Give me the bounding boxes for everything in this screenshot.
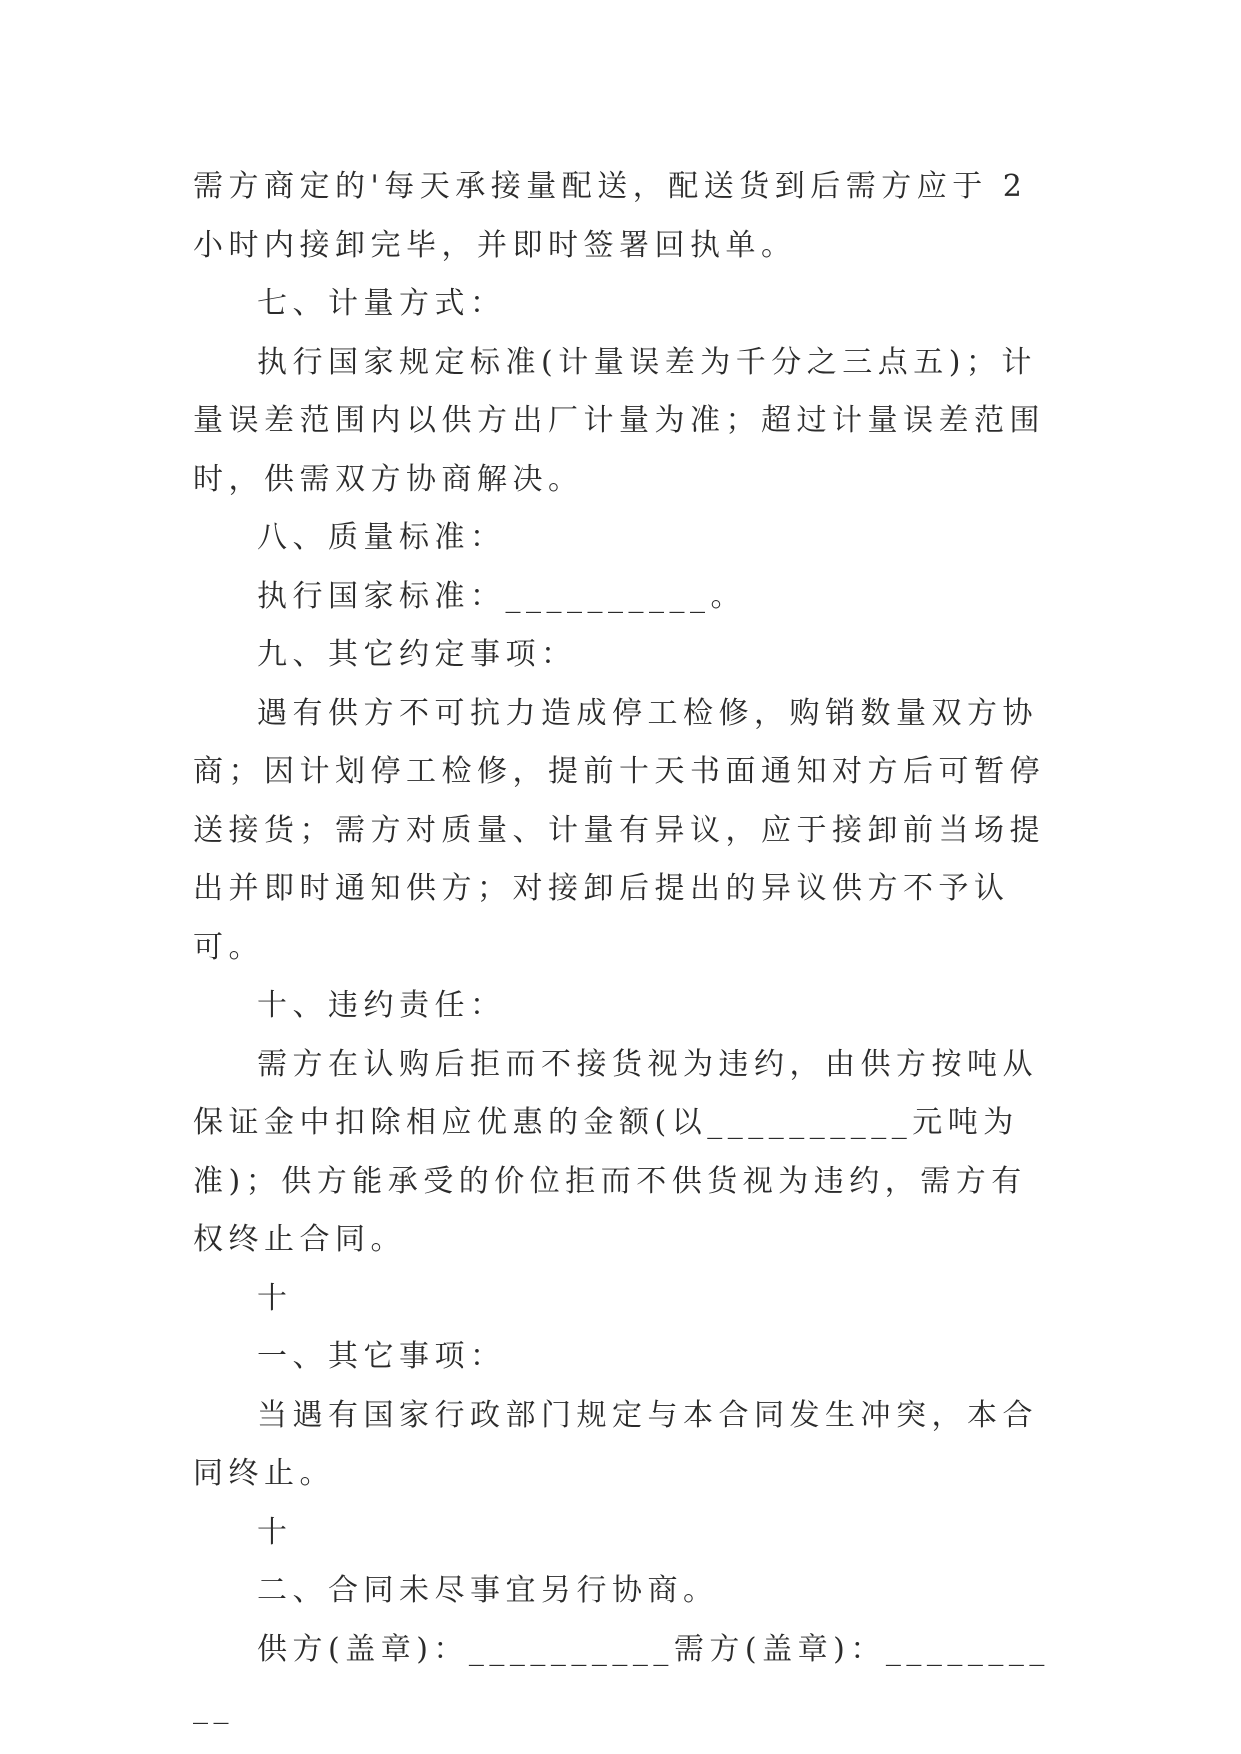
paragraph-other-agreements: 遇有供方不可抗力造成停工检修，购销数量双方协商；因计划停工检修，提前十天书面通知对方后可暂停送接货；需方对质量、计量有异议，应于接卸前当场提出并即时通知供方；对接卸后提出的异议供方不予认可。 xyxy=(193,695,1045,965)
paragraph-unresolved-matters: 二、合同未尽事宜另行协商。 xyxy=(257,1573,719,1608)
heading-measurement-method: 七、计量方式： xyxy=(257,286,506,321)
paragraph-delivery-terms: 需方商定的'每天承接量配送，配送货到后需方应于 2 小时内接卸完毕，并即时签署回执单。 xyxy=(193,169,1043,263)
heading-other-matters: 一、其它事项： xyxy=(257,1339,506,1374)
heading-number-fragment-12: 十 xyxy=(257,1514,293,1550)
heading-number-fragment-11: 十 xyxy=(257,1280,293,1316)
heading-breach-liability: 十、违约责任： xyxy=(257,988,506,1023)
paragraph-other-matters: 当遇有国家行政部门规定与本合同发生冲突，本合同终止。 xyxy=(193,1397,1038,1491)
heading-quality-standard: 八、质量标准： xyxy=(257,520,506,555)
paragraph-measurement-method: 执行国家规定标准(计量误差为千分之三点五)；计量误差范围内以供方出厂计量为准；超过计量误差范围时，供需双方协商解决。 xyxy=(193,344,1045,497)
paragraph-breach-liability: 需方在认购后拒而不接货视为违约，由供方按吨从保证金中扣除相应优惠的金额(以__________元吨为准)；供方能承受的价位拒而不供货视为违约，需方有权终止合同。 xyxy=(193,1046,1038,1257)
signature-line: 供方(盖章)：__________需方(盖章)：__________ xyxy=(193,1631,1050,1725)
document-body xyxy=(193,158,1053,1738)
heading-other-agreements: 九、其它约定事项： xyxy=(257,637,577,672)
paragraph-quality-standard: 执行国家标准：__________。 xyxy=(257,578,746,614)
